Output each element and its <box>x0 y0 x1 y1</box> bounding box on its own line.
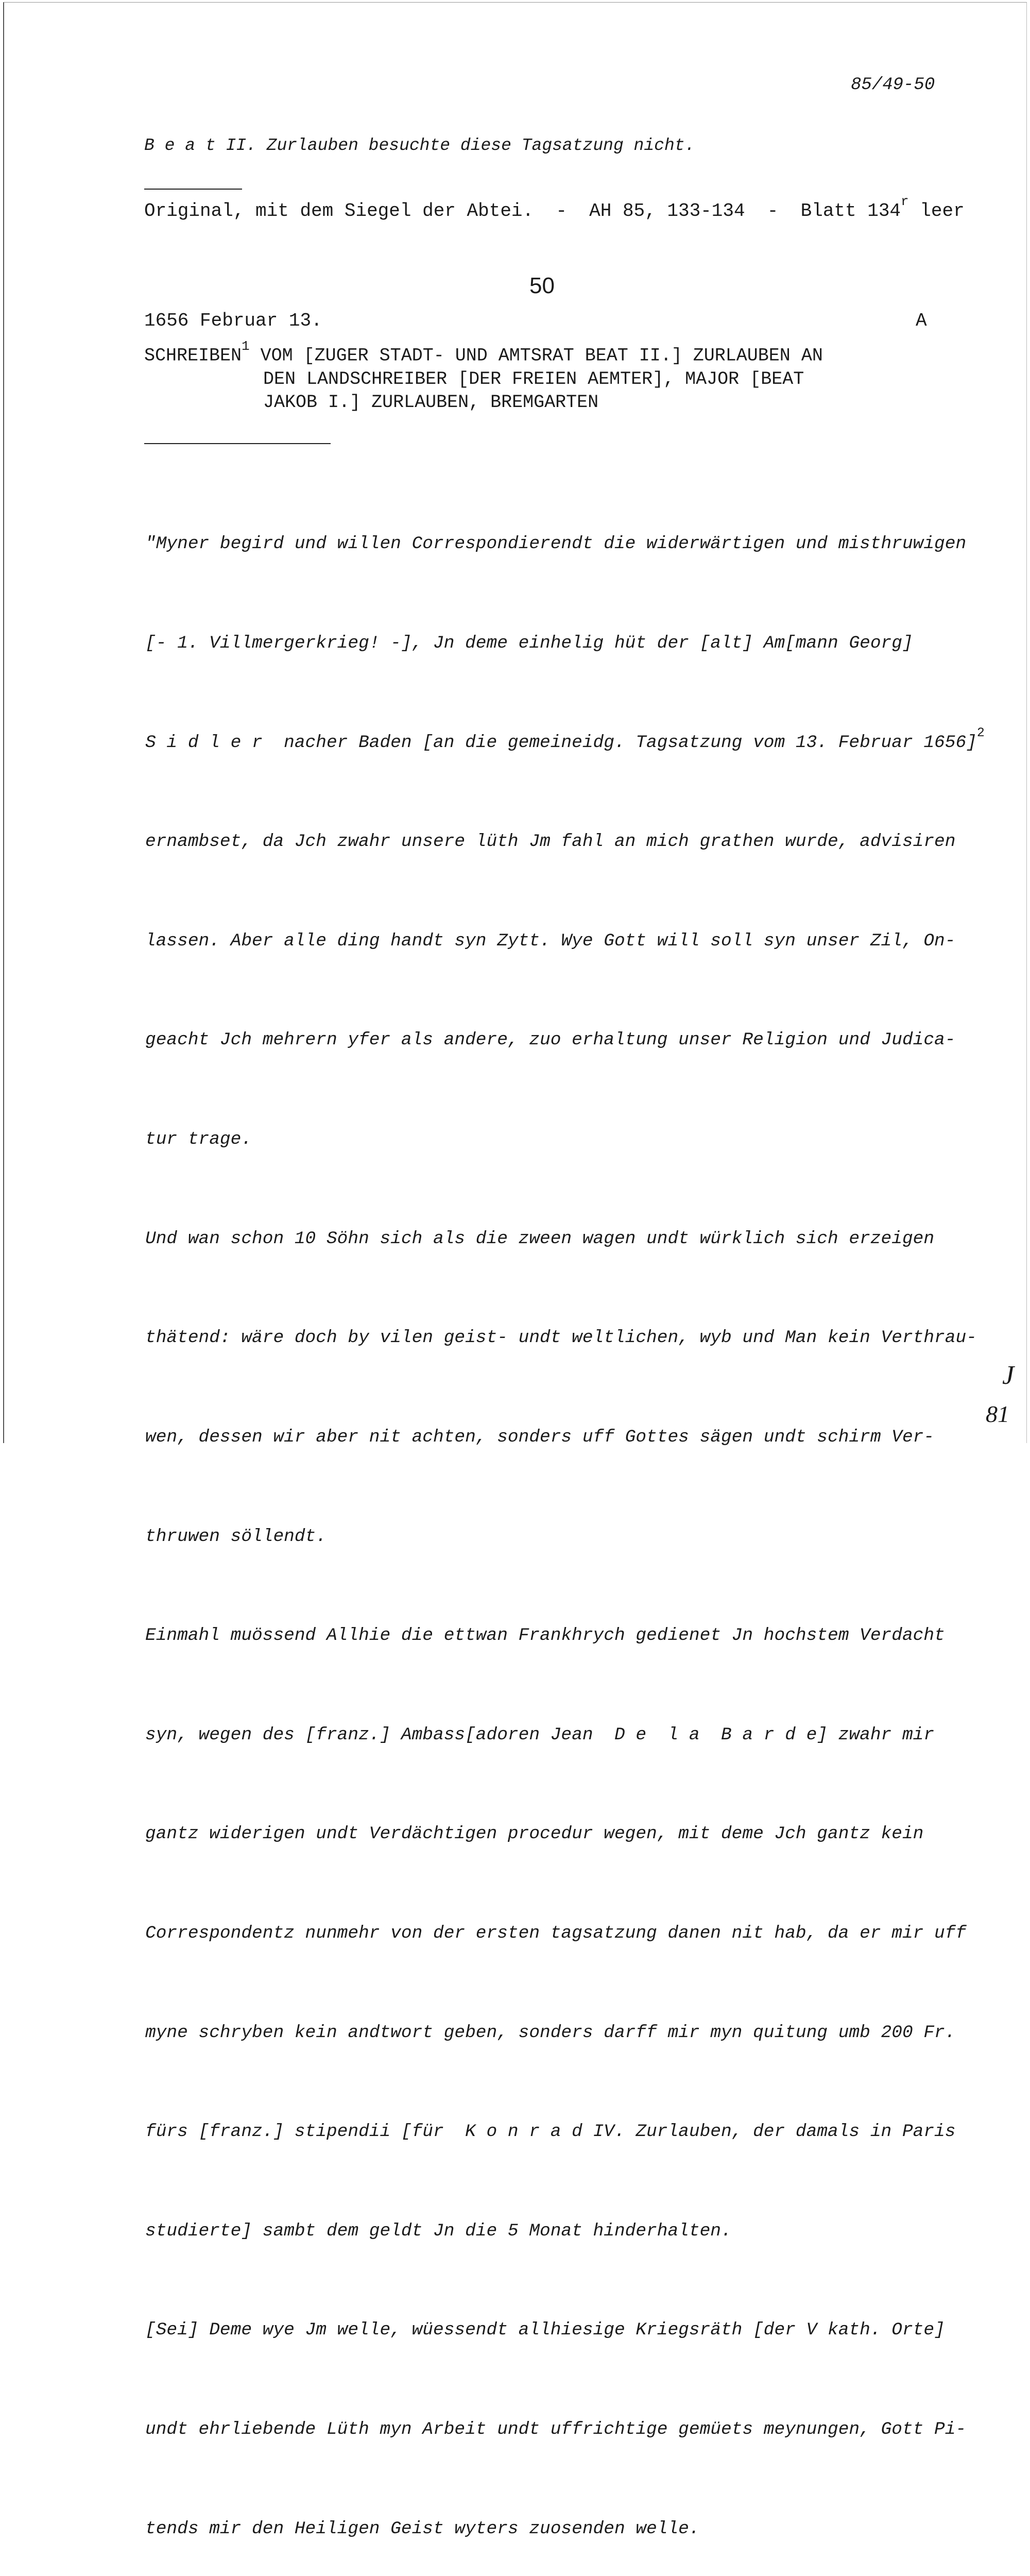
body-line: lassen. Aber alle ding handt syn Zytt. Wye Gott will soll syn unser Zil, On- <box>145 930 956 951</box>
source-sup: r <box>901 194 909 209</box>
document-title <box>144 339 823 414</box>
editor-note: B e a t II. Zurlauben besuchte diese Tagsatzung nicht. <box>144 136 695 155</box>
body-line: undt ehrliebende Lüth myn Arbeit undt uffrichtige gemüets meynungen, Gott Pi- <box>145 2419 967 2439</box>
body-line: studierte] sambt dem geldt Jn die 5 Monat hinderhalten. <box>145 2221 732 2241</box>
body-line: Einmahl muössend Allhie die ettwan Frankhrych gedienet Jn hochstem Verdacht <box>145 1625 945 1646</box>
body-line: tur trage. <box>145 1129 252 1150</box>
source-line <box>144 194 965 222</box>
title-line1-rest: VOM [ZUGER STADT- UND AMTSRAT BEAT II.] ZURLAUBEN AN <box>249 345 823 366</box>
body-line: ernambset, da Jch zwahr unsere lüth Jm fahl an mich grathen wurde, advisiren <box>145 832 956 852</box>
title-footnote-ref: 1 <box>242 338 250 354</box>
body-line: tends mir den Heiligen Geist wyters zuosenden welle. <box>145 2518 700 2539</box>
body-line: [- 1. Villmergerkrieg! -], Jn deme einhelig hüt der [alt] Am[mann Georg] <box>145 633 913 654</box>
document-letter: A <box>916 310 927 331</box>
footnote-ref: 2 <box>976 725 985 741</box>
body-line: thätend: wäre doch by vilen geist- undt weltlichen, wyb und Man kein Verthrau- <box>145 1328 977 1348</box>
letter-body <box>145 462 985 2576</box>
body-line: syn, wegen des [franz.] Ambass[adoren Jean D e l a B a r d e] zwahr mir <box>145 1724 935 1745</box>
document-date: 1656 Februar 13. <box>144 310 322 331</box>
divider-rule <box>144 189 242 190</box>
title-head: SCHREIBEN <box>144 345 242 366</box>
title-divider-rule <box>144 443 331 444</box>
title-line2: DEN LANDSCHREIBER [DER FREIEN AEMTER], MAJOR [BEAT <box>144 368 804 389</box>
body-line: myne schryben kein andtwort geben, sonders darff mir myn quitung umb 200 Fr. <box>145 2022 956 2043</box>
body-line: wen, dessen wir aber nit achten, sonders uff Gottes sägen undt schirm Ver- <box>145 1427 935 1447</box>
body-line: geacht Jch mehrern yfer als andere, zuo erhaltung unser Religion und Judica- <box>145 1030 956 1050</box>
body-line: [Sei] Deme wye Jm welle, wüessendt allhiesige Kriegsräth [der V kath. Orte] <box>145 2320 945 2341</box>
title-line3: JAKOB I.] ZURLAUBEN, BREMGARTEN <box>144 392 599 413</box>
body-line: thruwen söllendt. <box>145 1526 327 1547</box>
body-line-text: S i d l e r nacher Baden [an die gemeineidg. Tagsatzung vom 13. Februar 1656] <box>145 732 977 753</box>
body-line: gantz widerigen undt Verdächtigen procedur wegen, mit deme Jch gantz kein <box>145 1824 924 1844</box>
folio-number: 81 <box>986 1401 1009 1427</box>
body-line: fürs [franz.] stipendii [für K o n r a d IV. Zurlauben, der damals in Paris <box>145 2122 956 2142</box>
body-line: "Myner begird und willen Correspondierendt die widerwärtigen und misthruwigen <box>145 534 967 554</box>
body-line: Correspondentz nunmehr von der ersten tagsatzung danen nit hab, da er mir uff <box>145 1923 967 1943</box>
body-line: Und wan schon 10 Söhn sich als die zween wagen undt würklich sich erzeigen <box>145 1228 935 1249</box>
page-reference: 85/49-50 <box>851 75 935 95</box>
source-text: Original, mit dem Siegel der Abtei. - AH 85, 133-134 - Blatt 134 <box>144 200 901 222</box>
document-number: 50 <box>529 273 555 298</box>
handwritten-check-mark: J <box>1002 1361 1015 1390</box>
source-after: leer <box>908 200 965 222</box>
body-line-with-note <box>145 725 985 759</box>
